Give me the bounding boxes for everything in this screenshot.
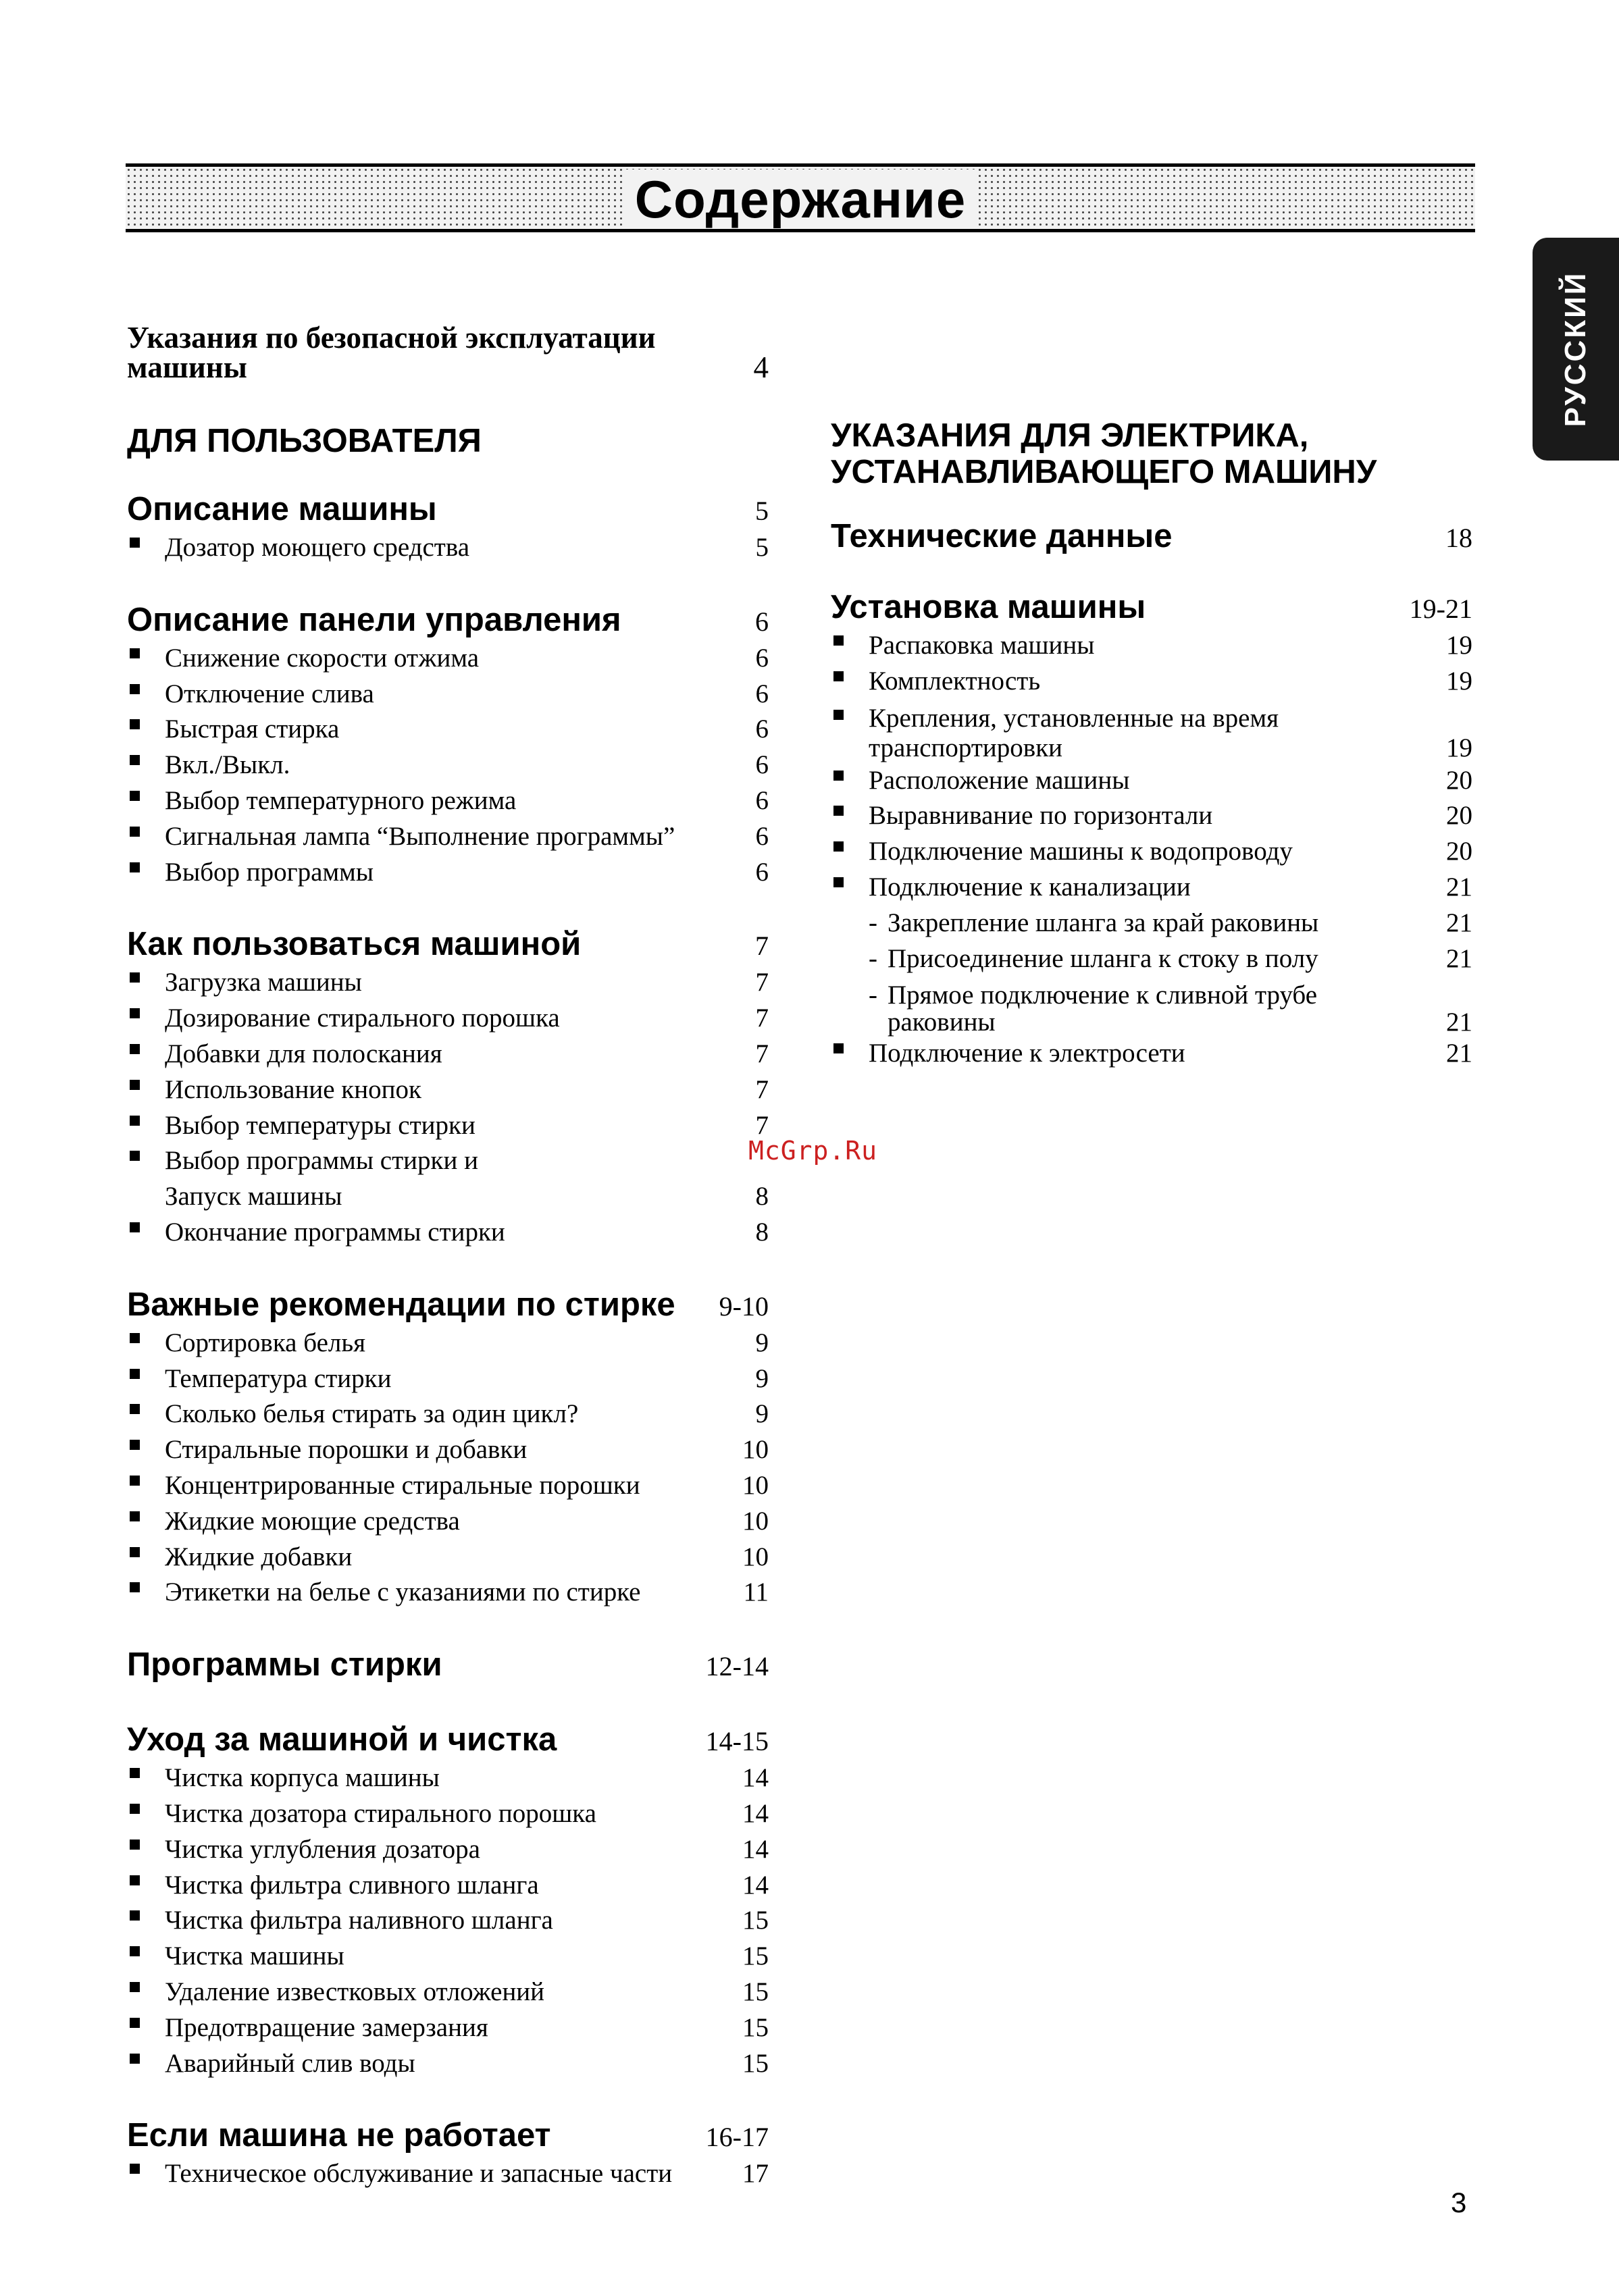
item-page: 8 bbox=[755, 1182, 769, 1211]
item-page: 21 bbox=[1446, 1039, 1472, 1068]
toc-item[interactable] bbox=[831, 834, 1472, 870]
section-page: 7 bbox=[755, 931, 769, 962]
item-page: 20 bbox=[1446, 801, 1472, 831]
section-page: 16-17 bbox=[705, 2122, 769, 2153]
toc-item[interactable] bbox=[127, 1215, 769, 1251]
toc-item[interactable] bbox=[127, 1432, 769, 1468]
item-text: Концентрированные стиральные порошки bbox=[165, 1470, 640, 1500]
item-text: Предотвращение замерзания bbox=[165, 2012, 488, 2042]
left-column bbox=[127, 323, 769, 2192]
item-text: Дозирование стирального порошка bbox=[165, 1003, 560, 1033]
item-page: 6 bbox=[755, 785, 769, 815]
item-text: Сколько белья стирать за один цикл? bbox=[165, 1399, 579, 1429]
toc-item[interactable] bbox=[127, 1361, 769, 1397]
item-text: Снижение скорости отжима bbox=[165, 643, 480, 673]
intro-line-2: машины bbox=[127, 350, 247, 384]
item-text: Дозатор моющего средства bbox=[165, 533, 470, 562]
item-text: Техническое обслуживание и запасные части bbox=[165, 2159, 673, 2189]
item-text: Присоединение шланга к стоку в полу bbox=[888, 943, 1318, 973]
item-text: Подключение машины к водопроводу bbox=[869, 837, 1293, 866]
toc-item[interactable] bbox=[127, 1326, 769, 1361]
section-title: Программы стирки bbox=[127, 1646, 442, 1684]
item-text: Этикетки на белье с указаниями по стирке bbox=[165, 1577, 641, 1607]
item-page: 7 bbox=[755, 1003, 769, 1033]
language-tab-label: РУССКИЙ bbox=[1559, 271, 1592, 427]
section-page: 18 bbox=[1445, 523, 1472, 553]
toc-item[interactable] bbox=[127, 748, 769, 783]
toc-section[interactable] bbox=[127, 490, 769, 530]
item-page: 7 bbox=[755, 1039, 769, 1068]
item-text: Выбор температурного режима bbox=[165, 785, 517, 815]
toc-item[interactable] bbox=[127, 2046, 769, 2082]
toc-section[interactable] bbox=[127, 1721, 769, 1760]
toc-section-tech-data[interactable] bbox=[831, 517, 1472, 557]
toc-section[interactable] bbox=[127, 1286, 769, 1326]
toc-item[interactable] bbox=[127, 1540, 769, 1575]
item-text: Вкл./Выкл. bbox=[165, 750, 290, 780]
item-text: Удаление известковых отложений bbox=[165, 1977, 545, 2006]
toc-item[interactable] bbox=[127, 1868, 769, 1904]
toc-section[interactable] bbox=[127, 1646, 769, 1686]
toc-item[interactable] bbox=[127, 1179, 769, 1215]
toc-item[interactable] bbox=[127, 1143, 769, 1179]
section-page: 5 bbox=[755, 496, 769, 526]
toc-item[interactable] bbox=[127, 2156, 769, 2192]
item-text: Подключение к электросети bbox=[869, 1039, 1185, 1068]
item-page: 9 bbox=[755, 1328, 769, 1357]
item-text: Сигнальная лампа “Выполнение программы” bbox=[165, 821, 675, 851]
item-page: 15 bbox=[742, 2012, 769, 2042]
item-page: 10 bbox=[742, 1506, 769, 1536]
toc-item[interactable] bbox=[127, 1796, 769, 1832]
item-page: 9 bbox=[755, 1399, 769, 1429]
item-page: 11 bbox=[743, 1577, 769, 1607]
user-sections bbox=[127, 490, 769, 2192]
item-page: 15 bbox=[742, 1906, 769, 1935]
right-column bbox=[831, 417, 1472, 1072]
section-page: 19-21 bbox=[1409, 594, 1472, 624]
toc-item[interactable] bbox=[127, 1832, 769, 1868]
item-page: 6 bbox=[755, 750, 769, 780]
section-page: 9-10 bbox=[719, 1290, 769, 1322]
item-page: 7 bbox=[755, 968, 769, 997]
toc-item[interactable] bbox=[831, 628, 1472, 664]
section-page: 14-15 bbox=[705, 1726, 769, 1757]
item-page: 15 bbox=[742, 1977, 769, 2006]
section-title: Описание машины bbox=[127, 491, 437, 527]
toc-item-transport[interactable] bbox=[831, 704, 1472, 763]
item-text: Выравнивание по горизонтали bbox=[869, 801, 1213, 831]
item-text: Подключение к канализации bbox=[869, 872, 1191, 902]
item-text: Выбор программы bbox=[165, 857, 374, 887]
item-text: Крепления, установленные на время bbox=[869, 703, 1279, 733]
toc-subitem[interactable]: - Закрепление шланга за край раковины 21 bbox=[831, 906, 1472, 941]
item-page: 19 bbox=[1446, 631, 1472, 660]
item-page: 21 bbox=[1446, 872, 1472, 902]
item-page: 15 bbox=[742, 2048, 769, 2078]
item-text: Жидкие добавки bbox=[165, 1542, 353, 1571]
item-page: 5 bbox=[755, 533, 769, 562]
toc-item[interactable] bbox=[127, 1939, 769, 1975]
item-page: 20 bbox=[1446, 765, 1472, 795]
item-page: 8 bbox=[755, 1217, 769, 1247]
item-text: Добавки для полоскания bbox=[165, 1039, 442, 1068]
item-page: 6 bbox=[755, 679, 769, 708]
item-text: Выбор температуры стирки bbox=[165, 1110, 476, 1140]
toc-section[interactable] bbox=[127, 601, 769, 641]
item-text: Чистка машины bbox=[165, 1941, 344, 1971]
toc-item[interactable] bbox=[127, 1072, 769, 1108]
toc-section[interactable] bbox=[127, 2116, 769, 2156]
toc-item[interactable] bbox=[127, 2010, 769, 2046]
section-title: Важные рекомендации по стирке bbox=[127, 1286, 675, 1323]
toc-section-installation[interactable] bbox=[831, 588, 1472, 628]
item-text: Выбор программы стирки и bbox=[165, 1146, 478, 1176]
language-tab bbox=[1533, 238, 1619, 461]
toc-section[interactable] bbox=[127, 925, 769, 965]
item-page: 6 bbox=[755, 857, 769, 887]
item-text: Быстрая стирка bbox=[165, 714, 340, 744]
item-text: Закрепление шланга за край раковины bbox=[888, 908, 1319, 937]
intro-page: 4 bbox=[753, 350, 769, 384]
item-page: 21 bbox=[1446, 943, 1472, 973]
item-text: Аварийный слив воды bbox=[165, 2048, 415, 2078]
toc-item[interactable] bbox=[127, 677, 769, 712]
item-text: Чистка дозатора стирального порошка bbox=[165, 1798, 596, 1828]
item-text: Температура стирки bbox=[165, 1363, 392, 1393]
item-page: 14 bbox=[742, 1798, 769, 1828]
item-text: Использование кнопок bbox=[165, 1074, 421, 1104]
toc-item[interactable] bbox=[831, 664, 1472, 700]
item-text: Чистка корпуса машины bbox=[165, 1763, 440, 1793]
item-page: 7 bbox=[755, 1074, 769, 1104]
item-text: транспортировки bbox=[869, 733, 1063, 762]
electrician-heading-line-1: УКАЗАНИЯ ДЛЯ ЭЛЕКТРИКА, bbox=[831, 417, 1309, 454]
item-text: раковины bbox=[888, 1008, 996, 1037]
item-page: 10 bbox=[742, 1470, 769, 1500]
item-page: 10 bbox=[742, 1542, 769, 1571]
title-banner bbox=[126, 163, 1475, 232]
item-page: 14 bbox=[742, 1763, 769, 1793]
item-text: Распаковка машины bbox=[869, 631, 1095, 660]
section-title: Технические данные bbox=[831, 518, 1173, 554]
user-heading: ДЛЯ ПОЛЬЗОВАТЕЛЯ bbox=[127, 423, 482, 459]
section-title: Как пользоваться машиной bbox=[127, 926, 582, 963]
toc-item[interactable] bbox=[127, 855, 769, 891]
item-text: Окончание программы стирки bbox=[165, 1217, 505, 1247]
item-page: 19 bbox=[1446, 666, 1472, 696]
intro-entry[interactable] bbox=[127, 323, 769, 382]
section-page: 12-14 bbox=[705, 1651, 769, 1682]
section-page: 6 bbox=[755, 606, 769, 637]
page-number: 3 bbox=[1451, 2187, 1467, 2218]
item-page: 21 bbox=[1446, 908, 1472, 937]
intro-line-1: Указания по безопасной эксплуатации bbox=[127, 321, 656, 355]
item-text: Чистка фильтра сливного шланга bbox=[165, 1870, 539, 1900]
electrician-heading-line-2: УСТАНАВЛИВАЮЩЕГО МАШИНУ bbox=[831, 454, 1377, 490]
toc-item[interactable] bbox=[127, 965, 769, 1001]
item-text: Комплектность bbox=[869, 666, 1041, 696]
toc-item[interactable] bbox=[127, 1975, 769, 2010]
toc-item[interactable] bbox=[127, 1397, 769, 1432]
item-page: 20 bbox=[1446, 837, 1472, 866]
toc-item[interactable] bbox=[127, 530, 769, 566]
item-text: Прямое подключение к сливной трубе bbox=[888, 981, 1318, 1010]
section-title: Если машина не работает bbox=[127, 2117, 551, 2154]
item-page: 21 bbox=[1446, 1008, 1472, 1037]
item-text: Сортировка белья bbox=[165, 1328, 366, 1357]
electrician-heading bbox=[831, 417, 1472, 490]
section-title: Уход за машиной и чистка bbox=[127, 1721, 557, 1758]
toc-item[interactable] bbox=[831, 1036, 1472, 1072]
item-page: 15 bbox=[742, 1941, 769, 1971]
toc-item[interactable] bbox=[831, 798, 1472, 834]
item-text: Чистка фильтра наливного шланга bbox=[165, 1906, 553, 1935]
toc-item[interactable] bbox=[127, 1760, 769, 1796]
item-text: Чистка углубления дозатора bbox=[165, 1834, 480, 1864]
toc-item[interactable] bbox=[127, 641, 769, 677]
item-page: 9 bbox=[755, 1363, 769, 1393]
item-page: 14 bbox=[742, 1834, 769, 1864]
toc-item[interactable] bbox=[127, 1575, 769, 1611]
item-page: 6 bbox=[755, 714, 769, 744]
item-text: Загрузка машины bbox=[165, 968, 362, 997]
toc-item[interactable] bbox=[127, 783, 769, 819]
item-page: 7 bbox=[755, 1110, 769, 1140]
item-page: 6 bbox=[755, 643, 769, 673]
item-text: Стиральные порошки и добавки bbox=[165, 1435, 528, 1465]
toc-item[interactable] bbox=[127, 1504, 769, 1540]
toc-item[interactable] bbox=[127, 1037, 769, 1072]
item-text: Жидкие моющие средства bbox=[165, 1506, 460, 1536]
item-text: Отключение слива bbox=[165, 679, 374, 708]
item-text: Запуск машины bbox=[165, 1182, 342, 1211]
toc-item[interactable] bbox=[127, 1468, 769, 1504]
item-page: 14 bbox=[742, 1870, 769, 1900]
item-page: 6 bbox=[755, 821, 769, 851]
toc-item[interactable] bbox=[831, 870, 1472, 906]
toc-item[interactable] bbox=[127, 1903, 769, 1939]
toc-item[interactable] bbox=[127, 819, 769, 855]
toc-item[interactable] bbox=[127, 1001, 769, 1037]
item-page: 19 bbox=[1446, 733, 1472, 762]
page-title: Содержание bbox=[625, 169, 976, 229]
toc-item[interactable] bbox=[127, 1108, 769, 1144]
watermark: McGrp.Ru bbox=[748, 1136, 878, 1166]
section-title: Установка машины bbox=[831, 589, 1146, 625]
item-page: 10 bbox=[742, 1435, 769, 1465]
toc-item[interactable] bbox=[127, 712, 769, 748]
toc-subitem[interactable]: - Присоединение шланга к стоку в полу 21 bbox=[831, 941, 1472, 977]
section-title: Описание панели управления bbox=[127, 601, 621, 638]
item-text: Расположение машины bbox=[869, 765, 1130, 795]
toc-subitem-direct[interactable]: - Прямое подключение к сливной трубе раковины 21 bbox=[869, 981, 1472, 1037]
toc-item[interactable] bbox=[831, 763, 1472, 799]
item-page: 17 bbox=[742, 2159, 769, 2189]
